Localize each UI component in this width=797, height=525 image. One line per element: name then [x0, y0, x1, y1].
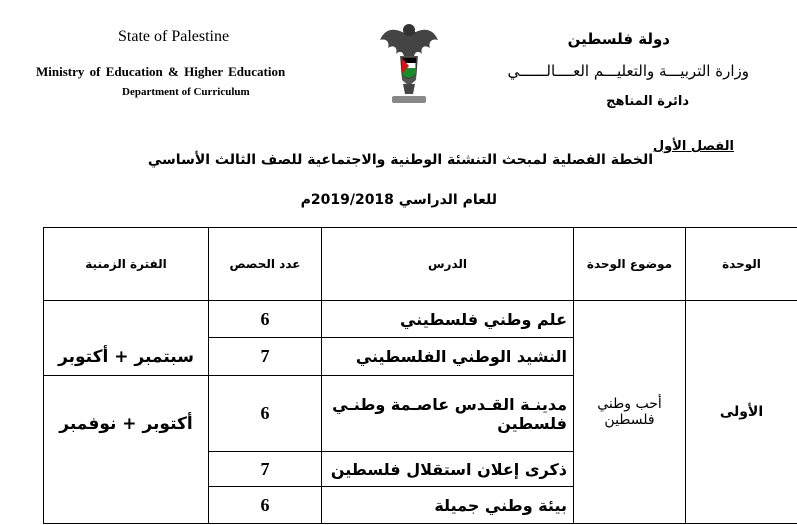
lesson-cell: علم وطني فلسطيني: [322, 301, 574, 338]
english-country-name: State of Palestine: [118, 28, 230, 45]
lesson-cell: النشيد الوطني الفلسطيني: [322, 338, 574, 376]
count-cell: 6: [209, 301, 322, 338]
english-ministry-name: Ministry of Education & Higher Education: [36, 64, 286, 79]
header-lesson: الدرس: [322, 228, 574, 301]
lesson-cell: ذكرى إعلان استقلال فلسطين: [322, 452, 574, 487]
header-period: الفترة الزمنية: [44, 228, 209, 301]
academic-year: للعام الدراسي 2019/2018م: [300, 192, 497, 208]
table-header-row: [44, 228, 797, 301]
header-count: عدد الحصص: [209, 228, 322, 301]
header-unit: الوحدة: [686, 228, 797, 301]
count-cell: 6: [209, 487, 322, 524]
plan-title: الخطة الفصلية لمبحث التنشئة الوطنية والاجتماعية للصف الثالث الأساسي: [147, 152, 653, 168]
period-cell: سبتمبر + أكتوبر: [44, 301, 209, 376]
arabic-department-name: دائرة المناهج: [606, 94, 689, 109]
count-cell: 7: [209, 338, 322, 376]
period-cell: أكتوبر + نوفمبر: [44, 376, 209, 524]
topic-cell: أحب وطني فلسطين: [574, 301, 686, 524]
arabic-ministry-name: وزارة التربيـــة والتعليـــم العــــالــــــي: [507, 62, 749, 80]
header-topic: موضوع الوحدة: [574, 228, 686, 301]
count-cell: 6: [209, 376, 322, 452]
semester-plan-table: [43, 227, 797, 524]
lesson-cell: بيئة وطني جميلة: [322, 487, 574, 524]
table-row: [44, 301, 797, 338]
count-cell: 7: [209, 452, 322, 487]
arabic-country-name: دولة فلسطين: [567, 30, 670, 48]
unit-cell: الأولى: [686, 301, 797, 524]
semester-label: الفصل الأول: [652, 139, 734, 154]
palestine-eagle-emblem-icon: [378, 18, 440, 110]
english-department-name: Department of Curriculum: [122, 86, 250, 98]
lesson-cell: مدينـة القـدس عاصـمة وطنـي فلسطين: [322, 376, 574, 452]
